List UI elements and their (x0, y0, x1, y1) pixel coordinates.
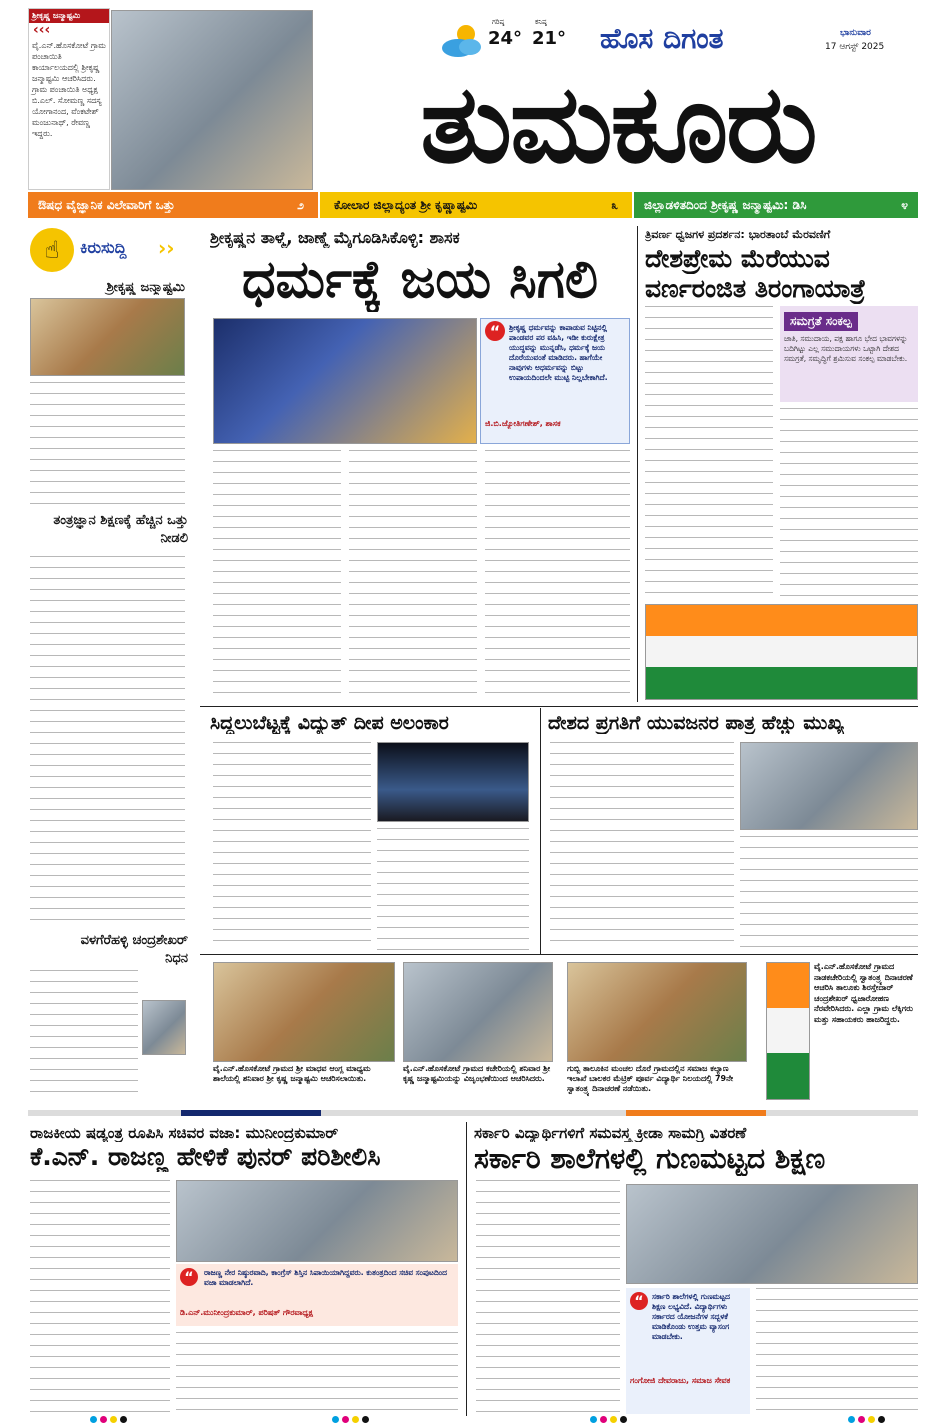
bottom-right-photo (626, 1184, 918, 1284)
issue-date: 17 ಆಗಸ್ಟ್ 2025 (825, 42, 885, 52)
bottom-right-quote-by: ಗಂಗೋಜಿ ದೇವರಾಜು, ಸಮಾಜ ಸೇವಕ (630, 1376, 731, 1385)
edition-title: ತುಮಕೂರು (420, 62, 816, 187)
bottom-left-quote-by: ಡಿ.ಎನ್.ಮುನೀಂದ್ರಕುಮಾರ್, ಪರಿಷತ್ ಗೌರವಾಧ್ಯಕ್ಷ (180, 1308, 313, 1317)
lead-body-col-2 (349, 450, 477, 700)
mid-right-body-2 (740, 836, 918, 950)
brief-3-body (30, 970, 138, 1100)
weather-widget (438, 18, 568, 62)
youth-photo (740, 742, 918, 830)
divider-h-2 (200, 954, 918, 955)
divider-navy (181, 1110, 321, 1116)
divider-v-1 (637, 226, 638, 702)
divider-h-1 (200, 706, 918, 707)
corner-box (28, 8, 110, 190)
weather-max: 24° (488, 28, 523, 49)
teaser-3-text: ಜಿಲ್ಲಾಡಳಿತದಿಂದ ಶ್ರೀಕೃಷ್ಣ ಜನ್ಮಾಷ್ಟಮಿ: ಡಿಸಿ (644, 198, 807, 212)
divider-v-3 (466, 1122, 467, 1416)
teaser-3[interactable] (634, 192, 918, 218)
right-headline-1: ದೇಶಪ್ರೇಮ ಮೆರೆಯುವ (645, 244, 830, 273)
brief-1-body (30, 382, 185, 504)
brief-chevron-icon: ›› (158, 236, 175, 260)
brief-3-title: ವಳಗೆರೆಹಳ್ಳಿ ಚಂದ್ರಶೇಖರ್ ನಿಧನ (80, 933, 188, 966)
corner-text: ವೈ.ಎನ್.ಹೊಸಕೋಟೆ ಗ್ರಾಮ ಪಂಚಾಯಿತಿ ಕಾರ್ಯಾಲಯದಲ್ಲಿ ಶ್ರೀಕೃಷ್ಣ ಜನ್ಮಾಷ್ಟಮಿ ಆಚರಿಸಿದರು. ಗ್ರಾಮ ಪಂಚಾಯಿತಿ ಅಧ್ಯಕ್ಷ ಬಿ.ಎಲ್. ಸೋಮಣ್ಣ ಸದಸ್ಯ ಯೋಗಾನಂದ, ವೆಂಕಟೇಶ್ ಮಂಜುನಾಥ್, ರೇವಣ್ಣ ಇದ್ದರು. (32, 41, 106, 138)
bottom-right-quote-text: ಸರ್ಕಾರಿ ಶಾಲೆಗಳಲ್ಲಿ ಗುಣಮಟ್ಟದ ಶಿಕ್ಷಣ ಲಭ್ಯವಿದೆ. ವಿದ್ಯಾರ್ಥಿಗಳು ಸರ್ಕಾರದ ಯೋಜನೆಗಳ ಸದ್ಬಳಕೆ ಮಾಡಿಕೊಂಡು ಉತ್ತಮ ವ್ಯಾಸಂಗ ಮಾಡಬೇಕು. (652, 1292, 730, 1341)
right-kicker: ತ್ರಿವರ್ಣ ಧ್ವಜಗಳ ಪ್ರದರ್ಶನ: ಭಾರತಾಂಬೆ ಮೆರವಣಿಗೆ (645, 228, 831, 241)
teaser-2-text: ಕೋಲಾರ ಜಿಲ್ಲಾದ್ಯಂತ ಶ್ರೀ ಕೃಷ್ಣಾಷ್ಟಮಿ (334, 198, 478, 212)
mid-left-body-2 (377, 828, 529, 950)
teaser-1-page: ೨ (297, 198, 304, 212)
strip-caption-4: ವೈ.ಎನ್.ಹೊಸಕೋಟೆ ಗ್ರಾಮದ ನಾಡಕಚೇರಿಯಲ್ಲಿ ಸ್ವಾತಂತ್ರ್ಯ ದಿನಾಚರಣೆ ಆಚರಿಸಿ ತಾಲೂಕು ಶಿರಸ್ತೇದಾರ್ ಚಂದ್ರಶೇಖರ್ ಧ್ವಜಾರೋಹಣ ನೆರವೇರಿಸಿದರು. ಎಲ್ಲಾ ಗ್ರಾಮ ಲೆಕ್ಕಿಗರು ಮತ್ತು ಸಹಾಯಕರು ಹಾಜರಿದ್ದರು. (814, 962, 913, 1024)
registration-dots-4 (848, 1416, 885, 1423)
brief-label: ಕಿರುಸುದ್ದಿ (80, 238, 127, 257)
teaser-1-text: ಔಷಧ ವೈಜ್ಞಾನಿಕ ವಿಲೇವಾರಿಗೆ ಒತ್ತು (38, 198, 175, 212)
mid-right-headline: ದೇಶದ ಪ್ರಗತಿಗೆ ಯುವಜನರ ಪಾತ್ರ ಹೆಚ್ಚು ಮುಖ್ಯ (548, 712, 844, 734)
siddalubetta-photo (377, 742, 529, 822)
divider-orange (626, 1110, 766, 1116)
bottom-left-body-1 (30, 1180, 170, 1414)
quote-mark-icon-2: “ (180, 1268, 198, 1286)
strip-photo-3 (567, 962, 747, 1062)
registration-dots-2 (332, 1416, 369, 1423)
obituary-photo (142, 1000, 186, 1055)
lead-kicker: ಶ್ರೀಕೃಷ್ಣನ ತಾಳ್ಮೆ, ಜಾಣ್ಮೆ ಮೈಗೂಡಿಸಿಕೊಳ್ಳಿ: ಶಾಸಕ (210, 228, 460, 247)
bottom-right-kicker: ಸರ್ಕಾರಿ ವಿದ್ಯಾರ್ಥಿಗಳಿಗೆ ಸಮವಸ್ತ್ರ ಕ್ರೀಡಾ ಸಾಮಗ್ರಿ ವಿತರಣೆ (474, 1124, 747, 1142)
corner-label: ಶ್ರೀಕೃಷ್ಣ ಜನ್ಮಾಷ್ಟಮಿ (29, 9, 109, 23)
weather-max-label: ಗರಿಷ್ಠ (492, 18, 505, 26)
divider-grey-left (28, 1110, 181, 1116)
right-body-2 (780, 408, 918, 602)
quote-mark-icon-3: “ (630, 1292, 648, 1310)
weather-min: 21° (532, 28, 567, 49)
bottom-left-headline: ಕೆ.ಎನ್. ರಾಜಣ್ಣ ಹೇಳಿಕೆ ಪುನರ್ ಪರಿಶೀಲಿಸಿ (30, 1142, 381, 1171)
mid-left-body-1 (213, 742, 371, 950)
lead-body-col-1 (213, 450, 341, 700)
quote-mark-icon: “ (485, 321, 505, 341)
samagrate-title: ಸಮಗ್ರತೆ ಸಂಕಲ್ಪ (784, 312, 858, 331)
teaser-2[interactable] (320, 192, 632, 218)
weather-cloud-sun-icon (438, 20, 484, 60)
brief-hand-icon: ☝ (30, 228, 74, 272)
strip-photo-1 (213, 962, 395, 1062)
issue-day: ಭಾನುವಾರ (840, 28, 871, 38)
strip-photo-4 (766, 962, 810, 1100)
bottom-right-body-2 (756, 1288, 918, 1414)
teaser-3-page: ೪ (901, 198, 908, 212)
bottom-right-headline: ಸರ್ಕಾರಿ ಶಾಲೆಗಳಲ್ಲಿ ಗುಣಮಟ್ಟದ ಶಿಕ್ಷಣ (474, 1142, 826, 1175)
lead-quote-box (480, 318, 630, 444)
samagrate-box (780, 306, 918, 402)
bottom-left-photo (176, 1180, 458, 1262)
bottom-left-kicker: ರಾಜಕೀಯ ಷಡ್ಯಂತ್ರ ರೂಪಿಸಿ ಸಚಿವರ ವಜಾ: ಮುನೀಂದ್ರಕುಮಾರ್ (30, 1124, 339, 1142)
lead-photo (213, 318, 477, 444)
lead-body-col-3 (485, 450, 630, 700)
bottom-left-quote-box (176, 1264, 458, 1326)
bottom-right-body-1 (476, 1180, 620, 1414)
teaser-1[interactable] (28, 192, 318, 218)
lead-headline: ಧರ್ಮಕ್ಕೆ ಜಯ ಸಿಗಲಿ (241, 250, 599, 310)
divider-v-2 (540, 708, 541, 954)
mid-left-headline: ಸಿದ್ದಲುಬೆಟ್ಟಕ್ಕೆ ವಿದ್ಯುತ್ ದೀಪ ಅಲಂಕಾರ (210, 712, 449, 734)
strip-caption-2: ವೈ.ಎನ್.ಹೊಸಕೋಟೆ ಗ್ರಾಮದ ಕಚೇರಿಯಲ್ಲಿ ಶನಿವಾರ ಶ್ರೀ ಕೃಷ್ಣ ಜನ್ಮಾಷ್ಟಮಿಯನ್ನು ವಿಜೃಂಭಣೆಯಿಂದ ಆಚರಿಸಿದರು. (403, 1064, 551, 1083)
weather-min-label: ಕನಿಷ್ಠ (535, 18, 547, 26)
lead-quote-by: ಜಿ.ಬಿ.ಜ್ಯೋತಿಗಣೇಶ್, ಶಾಸಕ (485, 419, 561, 428)
tiranga-photo (645, 604, 918, 700)
brief-2-body (30, 556, 185, 928)
brief-1-title: ಶ್ರೀಕೃಷ್ಣ ಜನ್ಮಾಷ್ಟಮಿ (106, 280, 185, 295)
divider-grey-mid (321, 1110, 626, 1116)
brief-1-photo (30, 298, 185, 376)
registration-dots-3 (590, 1416, 627, 1423)
brief-label-box (30, 228, 186, 272)
chevron-icon: ‹‹‹ (33, 22, 51, 38)
divider-grey-right (766, 1110, 919, 1116)
right-headline-2: ವರ್ಣರಂಜಿತ ತಿರಂಗಾಯಾತ್ರೆ (645, 274, 866, 303)
strip-photo-2 (403, 962, 553, 1062)
registration-dots-1 (90, 1416, 127, 1423)
lead-quote-text: ಶ್ರೀಕೃಷ್ಣ ಧರ್ಮವನ್ನು ಕಾಪಾಡುವ ನಿಟ್ಟಿನಲ್ಲಿ ಪಾಂಡವರ ಪರ ವಹಿಸಿ, ಇಡೀ ಕುರುಕ್ಷೇತ್ರ ಯುದ್ಧವನ್ನು ಮುನ್ನಡೆಸಿ, ಧರ್ಮಕ್ಕೆ ಜಯ ದೊರೆಯುವಂತೆ ಮಾಡಿದರು. ಹಾಗೆಯೇ ನಾವುಗಳು ಅಧರ್ಮವನ್ನು ಬಿಟ್ಟು ಉಪಾಯದಿಂದಲೇ ಮುಟ್ಟಿ ನಿಲ್ಲಬೇಕಾಗಿದೆ. (509, 323, 608, 382)
brief-2-title: ತಂತ್ರಜ್ಞಾನ ಶಿಕ್ಷಣಕ್ಕೆ ಹೆಚ್ಚಿನ ಒತ್ತು ನೀಡಲಿ (53, 513, 188, 546)
teaser-2-page: ೩ (611, 198, 618, 212)
samagrate-text: ಜಾತಿ, ಸಮುದಾಯ, ಪಕ್ಷ ಹಾಗೂ ಭೇದ ಭಾವಗಳನ್ನು ಬದಿಗಿಟ್ಟು ಎಲ್ಲ ಸಮುದಾಯಗಳು ಒಟ್ಟಾಗಿ ದೇಶದ ಸಮಗ್ರತೆ, ಸಮೃದ್ಧಿಗೆ ಶ್ರಮಿಸುವ ಸಂಕಲ್ಪ ಮಾಡಬೇಕು. (784, 334, 908, 363)
mid-right-body-1 (550, 742, 734, 950)
corner-photo (111, 10, 313, 190)
bottom-left-quote-text: ರಾಜಣ್ಣ ನೇರ ನಿಷ್ಠುರವಾದಿ, ಕಾಂಗ್ರೆಸ್ ಶಿಸ್ತಿನ ಸಿಪಾಯಿಯಾಗಿದ್ದವರು. ಕುತಂತ್ರದಿಂದ ಸಚಿವ ಸಂಪುಟದಿಂದ ವಜಾ ಮಾಡಲಾಗಿದೆ. (204, 1268, 447, 1287)
paper-name: ಹೊಸ ದಿಗಂತ (600, 22, 724, 55)
bottom-right-quote-box (626, 1288, 750, 1414)
bottom-left-body-2 (176, 1332, 458, 1414)
right-body-1 (645, 306, 773, 602)
teaser-strip (28, 192, 918, 218)
strip-caption-3: ಗುಬ್ಬಿ ತಾಲೂಕಿನ ಮಂಚಲ ದೊರೆ ಗ್ರಾಮದಲ್ಲಿನ ಸಮಾಜ ಕಲ್ಯಾಣ ಇಲಾಖೆ ಬಾಲಕರ ಮೆಟ್ರಿಕ್ ಪೂರ್ವ ವಿದ್ಯಾರ್ಥಿ ನಿಲಯದಲ್ಲಿ 79ನೇ ಸ್ವಾತಂತ್ರ್ಯ ದಿನಾಚರಣೆ ನಡೆಯಿತು. (567, 1064, 734, 1093)
strip-caption-1: ವೈ.ಎನ್.ಹೊಸಕೋಟೆ ಗ್ರಾಮದ ಶ್ರೀ ಮಾಧವ ಆಂಗ್ಲ ಮಾಧ್ಯಮ ಶಾಲೆಯಲ್ಲಿ ಶನಿವಾರ ಶ್ರೀ ಕೃಷ್ಣ ಜನ್ಮಾಷ್ಟಮಿ ಆಚರಿಸಲಾಯಿತು. (213, 1064, 371, 1083)
color-divider (28, 1110, 918, 1116)
